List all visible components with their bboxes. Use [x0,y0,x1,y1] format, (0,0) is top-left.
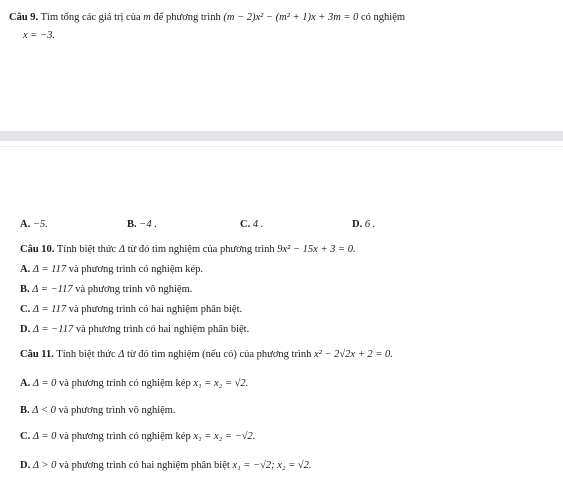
option-text: và phương trình vô nghiệm. [72,284,193,295]
option-math: Δ = 117 [32,264,67,275]
question-10-stem [20,244,356,257]
option-math-roots: x₁ = x₂ = −√2. [193,431,256,442]
option-text: và phương trình có hai nghiệm phân biệt [56,460,233,471]
option-math-roots: x₁ = −√2; x₂ = √2. [232,460,312,471]
equation: (m − 2)x² − (m² + 1)x + 3m = 0 [223,12,359,23]
option-math: Δ = 0 [32,431,57,442]
option-text: và phương trình có hai nghiệm phân biệt. [66,304,243,315]
question-text: để phương trình [150,12,224,23]
option-text: và phương trình có nghiệm kép [56,431,194,442]
q10-option-b[interactable] [20,284,192,297]
question-label: Câu 11. [20,349,54,360]
separator-line [0,146,563,147]
option-text: và phương trình có hai nghiệm phân biệt. [73,324,250,335]
q9-option-b[interactable] [127,219,157,232]
question-text: từ đó tìm nghiệm của phương trình [125,244,278,255]
option-letter: B. [20,405,30,416]
option-text: và phương trình có nghiệm kép. [66,264,204,275]
question-text: Tính biệt thức [53,349,119,360]
option-letter: D. [20,324,31,335]
option-math: Δ > 0 [32,460,57,471]
question-11-stem [20,349,393,362]
q9-option-d[interactable] [352,219,375,232]
q10-option-c[interactable] [20,304,242,317]
option-value: 4 . [252,219,264,230]
option-letter: C. [20,304,31,315]
q10-option-a[interactable] [20,264,203,277]
q11-option-a[interactable] [20,378,248,391]
option-math: Δ = −117 [32,284,73,295]
option-math: Δ = 117 [32,304,67,315]
question-9-line-2: x = −3. [23,30,55,41]
option-letter: C. [20,431,31,442]
option-letter: B. [20,284,30,295]
question-text: Tính biệt thức [54,244,119,255]
q9-option-a[interactable] [20,219,48,232]
question-label: Câu 9. [9,12,39,23]
option-letter: D. [20,460,31,471]
option-text: và phương trình vô nghiệm. [55,405,176,416]
option-text: và phương trình có nghiệm kép [56,378,194,389]
equation: x² − 2√2x + 2 = 0. [314,349,393,360]
q9-option-c[interactable] [240,219,263,232]
option-math: Δ = 0 [32,378,57,389]
option-letter: A. [20,378,31,389]
option-math: Δ = −117 [32,324,74,335]
question-label: Câu 10. [20,244,55,255]
option-math-roots: x₁ = x₂ = √2. [193,378,249,389]
question-text: từ đó tìm nghiệm (nếu có) của phương trình [124,349,314,360]
q11-option-b[interactable] [20,405,176,418]
math-symbol: Δ [118,349,125,360]
option-value: −4 . [139,219,157,230]
option-letter: B. [127,219,137,230]
q10-option-d[interactable] [20,324,249,337]
option-letter: C. [240,219,251,230]
equation: 9x² − 15x + 3 = 0. [277,244,356,255]
option-value: −5. [32,219,48,230]
math-variable: m [143,12,151,23]
option-math: Δ < 0 [32,405,56,416]
q11-option-d[interactable] [20,460,312,473]
q11-option-c[interactable] [20,431,255,444]
math-symbol: Δ [118,244,126,255]
question-9-line-1 [9,12,405,25]
question-text: Tìm tổng các giá trị của [38,12,144,23]
question-text: có nghiệm [358,12,406,23]
option-letter: A. [20,219,31,230]
option-value: 6 . [364,219,376,230]
separator-band [0,131,563,141]
option-letter: D. [352,219,363,230]
option-letter: A. [20,264,31,275]
